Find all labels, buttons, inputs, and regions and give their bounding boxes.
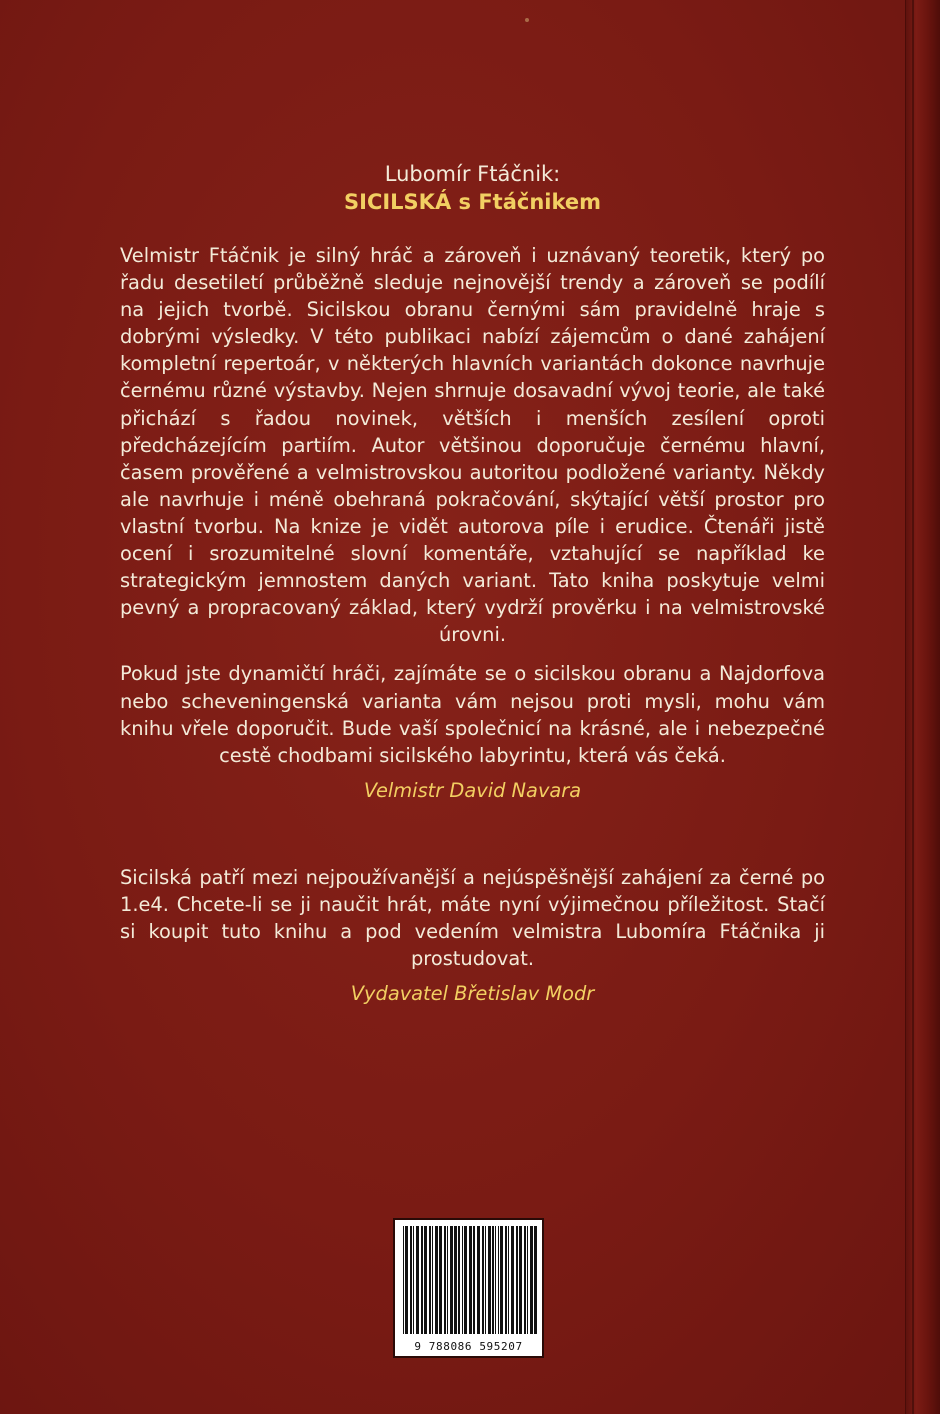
- barcode-bar: [458, 1226, 460, 1334]
- barcode-bar: [469, 1226, 472, 1334]
- book-spine-edge: [905, 0, 940, 1414]
- barcode-bar: [429, 1226, 431, 1334]
- barcode-bar: [444, 1226, 446, 1334]
- barcode-bar: [524, 1226, 526, 1334]
- barcode-bar: [505, 1226, 507, 1334]
- barcode-bar: [421, 1226, 423, 1334]
- barcode-bar: [485, 1226, 486, 1334]
- barcode-bar: [405, 1226, 408, 1334]
- barcode-bar: [477, 1226, 480, 1334]
- barcode-bar: [454, 1226, 457, 1334]
- barcode-bars: [401, 1226, 540, 1336]
- barcode-bar: [498, 1226, 499, 1334]
- barcode-bar: [462, 1226, 463, 1334]
- barcode-bar: [447, 1226, 448, 1334]
- barcode-bar: [511, 1226, 514, 1334]
- publisher-paragraph: Sicilská patří mezi nejpoužívanější a nejúspěšnější zahájení za černé po 1.e4. Chcete-li se ji naučit hrát, máte nyní výjimečnou příležitost. Stačí si koupit tuto knihu a pod vedením velmistra Lubomíra Ftáčnika ji prostudovat.: [120, 865, 825, 971]
- barcode-bar: [473, 1226, 475, 1334]
- barcode-bar: [495, 1226, 496, 1334]
- barcode-bar: [482, 1226, 484, 1334]
- isbn-barcode: [393, 1218, 544, 1358]
- review-paragraph-1: Velmistr Ftáčnik je silný hráč a zároveň i uznávaný teoretik, který po řadu desetiletí průběžně sleduje nejnovější trendy a zároveň se podílí na jejich tvorbě. Sicilskou obranu černými sám pravidelně hraje s dobrými výsledky. V této publikaci nabízí zájemcům o dané zahájení kompletní repertoár, v některých hlavních variantách dokonce navrhuje černému různé výstavby. Nejen shrnuje dosavadní vývoj teorie, ale také přichází s řadou novinek, větších i menších zesílení oproti předcházejícím partiím. Autor většinou doporučuje černému hlavní, časem prověřené a velmistrovskou autoritou podložené varianty. Někdy ale navrhuje i méně obehraná pokračování, skýtající větší prostor pro vlastní tvorbu. Na knize je vidět autorova píle i erudice. Čtenáři jistě ocení i srozumitelné slovní komentáře, vztahující se například ke strategickým jemnostem daných variant. Tato kniha poskytuje velmi pevný a propracovaný základ, který vydrží prověrku i na velmistrovské úrovni.: [120, 244, 825, 647]
- barcode-digits: 9 788086 595207: [414, 1340, 523, 1353]
- barcode-bar: [534, 1226, 537, 1334]
- author-name: Lubomír Ftáčnik:: [384, 162, 561, 186]
- barcode-bar: [439, 1226, 442, 1334]
- barcode-bar: [410, 1226, 412, 1334]
- spine-hinge-line: [912, 0, 914, 1414]
- barcode-bar: [519, 1226, 522, 1334]
- review-paragraph-2: Pokud jste dynamičtí hráči, zajímáte se o sicilskou obranu a Najdorfova nebo scheveningenská varianta vám nejsou proti mysli, mohu vám knihu vřele doporučit. Bude vaší společnicí na krásné, ale i nebezpečné cestě chodbami sicilského labyrintu, která vás čeká.: [120, 662, 825, 767]
- review-signature: Velmistr David Navara: [363, 778, 582, 802]
- barcode-bar: [413, 1226, 414, 1334]
- barcode-bar: [464, 1226, 467, 1334]
- barcode-bar: [530, 1226, 533, 1334]
- barcode-bar: [500, 1226, 503, 1334]
- barcode-bar: [516, 1226, 518, 1334]
- print-mark: [525, 18, 529, 22]
- barcode-bar: [450, 1226, 453, 1334]
- barcode-bar: [424, 1226, 427, 1334]
- barcode-bar: [435, 1226, 438, 1334]
- barcode-bar: [432, 1226, 433, 1334]
- barcode-bar: [527, 1226, 528, 1334]
- book-title: SICILSKÁ s Ftáčnikem: [344, 190, 601, 214]
- publisher-signature: Vydavatel Břetislav Modr: [350, 982, 595, 1006]
- barcode-bar: [403, 1226, 404, 1334]
- cover-text-block: [120, 160, 825, 1007]
- barcode-bar: [508, 1226, 509, 1334]
- barcode-bar: [416, 1226, 419, 1334]
- barcode-bar: [492, 1226, 494, 1334]
- barcode-bar: [488, 1226, 491, 1334]
